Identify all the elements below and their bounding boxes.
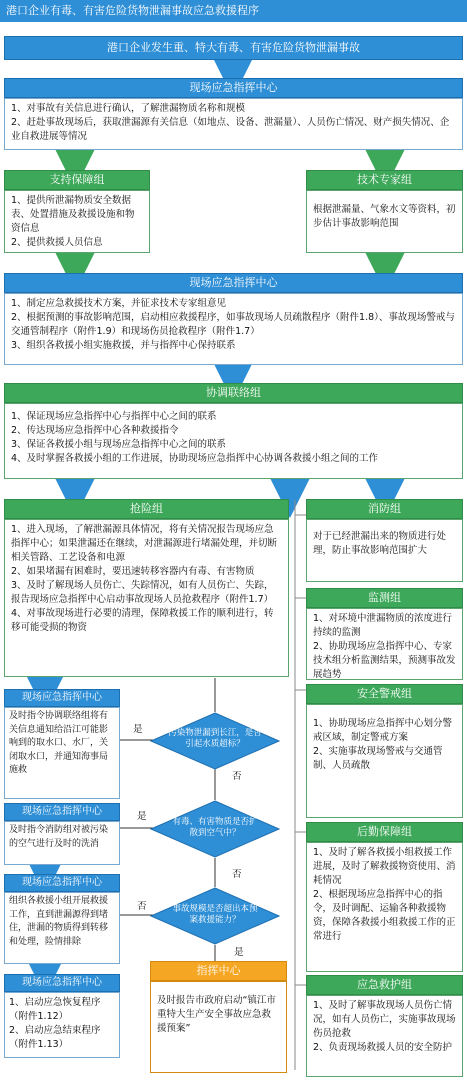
fire-line: 对于已经泄漏出来的物质进行处理，防止事故影响范围扩大 [313, 531, 447, 556]
logistics-header: 后勤保障组 [306, 822, 463, 842]
coord-line: 3、保证各救援小组与现场应急指挥中心之间的联系 [11, 439, 227, 450]
command1-header: 现场应急指挥中心 [4, 78, 463, 98]
fire-body [306, 519, 463, 582]
yes-label-2: 是 [137, 811, 147, 822]
coord-header: 协调联络组 [4, 383, 463, 403]
support-line: 1、提供所泄漏物质安全数据表、处置措施及救援设施和物资信息 [11, 195, 135, 234]
security-line: 1、协助现场应急指挥中心划分警戒区域，制定警戒方案 [313, 718, 453, 743]
coord-line: 1、保证现场应急指挥中心与指挥中心之间的联系 [11, 411, 217, 422]
yes-label-1: 是 [133, 724, 143, 735]
no-label-1: 否 [232, 771, 242, 782]
medical-body [306, 995, 463, 1077]
medical-line: 2、负责现场救援人员的安全防护 [313, 1042, 453, 1053]
support-line: 2、提供救援人员信息 [11, 237, 103, 248]
decision-1-text: 污染物泄漏到长江，是否引起水质超标？ [168, 728, 262, 749]
monitor-header: 监测组 [306, 588, 463, 608]
command2-line: 1、制定应急救援技术方案，并征求技术专家组意见 [11, 298, 227, 309]
command2-line: 3、组织各救援小组实施救援，并与指挥中心保持联系 [11, 340, 236, 351]
top-event: 港口企业发生重、特大有毒、有害危险货物泄漏事故 [4, 36, 463, 60]
coord-line: 2、传达现场应急指挥中心各种救援指令 [11, 425, 179, 436]
rescue-header: 抢险组 [4, 499, 289, 519]
expert-header: 技术专家组 [306, 170, 463, 190]
left2-header: 现场应急指挥中心 [4, 803, 120, 821]
expert-line: 根据泄漏量、气象水文等资料，初步估计事故影响范围 [313, 204, 456, 229]
decision-3-text: 事故规模是否超出本预案救援能力？ [172, 904, 258, 925]
logistics-body [306, 842, 463, 972]
rescue-line: 1、进入现场，了解泄漏源具体情况，将有关情况报告现场应急指挥中心；如果泄漏还在继续，对泄漏源进行堵漏处理，并切断相关管路、工艺设备和电源 [11, 524, 278, 563]
command1-body [4, 98, 463, 150]
no-label-3: 否 [137, 901, 147, 912]
hq-line: 及时报告市政府启动“镇江市重特大生产安全事故应急救援预案” [157, 995, 276, 1034]
command1-line: 1、对事故有关信息进行确认，了解泄漏物质名称和规模 [11, 103, 246, 114]
left2-body [4, 821, 120, 865]
rescue-line: 4、对事故现场进行必要的清理，保障救援工作的顺利进行，转移可能受损的物资 [11, 608, 274, 633]
yes-label-3: 是 [234, 947, 244, 958]
left1-line: 及时指令协调联络组将有关信息通知给沿江可能影响到的取水口、水厂，关闭取水口，并通知海事局施救 [9, 711, 109, 775]
rescue-body [4, 519, 289, 677]
page-title: 港口企业有毒、有害危险货物泄漏事故应急救援程序 [0, 0, 467, 22]
hq-body [150, 981, 287, 1073]
decision-2-text: 有毒、有害物质是否扩散到空气中？ [172, 817, 258, 838]
security-body [306, 704, 463, 818]
medical-header: 应急救护组 [306, 975, 463, 995]
left3-header: 现场应急指挥中心 [4, 874, 120, 892]
no-label-2: 否 [232, 869, 242, 880]
left2-line: 及时指令消防组对被污染的空气进行及时的洗消 [9, 825, 109, 849]
monitor-line: 2、协助现场应急指挥中心、专家技术组分析监测结果，预测事故发展趋势 [313, 641, 456, 680]
command2-body [4, 293, 463, 365]
rescue-line: 3、及时了解现场人员伤亡、失踪情况，如有人员伤亡、失踪，报告现场应急指挥中心启动事故现场人员抢救程序（附件1.7） [11, 580, 274, 605]
left4-header: 现场应急指挥中心 [4, 974, 120, 992]
medical-line: 1、及时了解事故现场人员伤亡情况，如有人员伤亡，实施事故现场伤员抢救 [313, 1000, 456, 1039]
left4-body [4, 992, 120, 1058]
coord-line: 4、及时掌握各救援小组的工作进展，协助现场应急指挥中心协调各救援小组之间的工作 [11, 453, 379, 464]
monitor-line: 1、对环境中泄漏物质的浓度进行持续的监测 [313, 613, 453, 638]
command1-line: 2、赶赴事故现场后，获取泄漏源有关信息（如地点、设备、泄漏量）、人员伤亡情况、财产损失情况、企业自救进展等情况 [11, 117, 450, 142]
security-header: 安全警戒组 [306, 684, 463, 704]
expert-body [306, 190, 463, 253]
fire-header: 消防组 [306, 499, 463, 519]
rescue-line: 2、如果堵漏有困难时，要迅速转移容器内有毒、有害物质 [11, 566, 255, 577]
left4-line: 1、启动应急恢复程序（附件1.12） [9, 997, 101, 1022]
left3-body [4, 892, 120, 964]
left1-body [4, 707, 120, 799]
left4-line: 2、启动应急结束程序（附件1.13） [9, 1025, 101, 1050]
support-header: 支持保障组 [4, 170, 150, 190]
left3-line: 组织各救援小组开展救援工作，直到泄漏源得到堵住，泄漏的物质得到转移和处理，险情排除 [9, 896, 109, 947]
support-body [4, 190, 150, 253]
logistics-line: 1、及时了解各救援小组救援工作进展，及时了解救援物资使用、消耗情况 [313, 847, 456, 886]
security-line: 2、实施事故现场警戒与交通管制、人员疏散 [313, 746, 443, 771]
logistics-line: 2、根据现场应急指挥中心的指令，及时调配、运输各种救援物资，保障各救援小组救援工作的正常进行 [313, 889, 456, 942]
left1-header: 现场应急指挥中心 [4, 689, 120, 707]
monitor-body [306, 608, 463, 680]
command2-header: 现场应急指挥中心 [4, 273, 463, 293]
hq-header: 指挥中心 [150, 961, 287, 981]
coord-body [4, 403, 463, 479]
command2-line: 2、根据预测的事故影响范围，启动相应救援程序，如事故现场人员疏散程序（附件1.8）、事故现场警戒与交通管制程序（附件1.9）和现场伤员抢救程序（附件1.7） [11, 312, 455, 337]
